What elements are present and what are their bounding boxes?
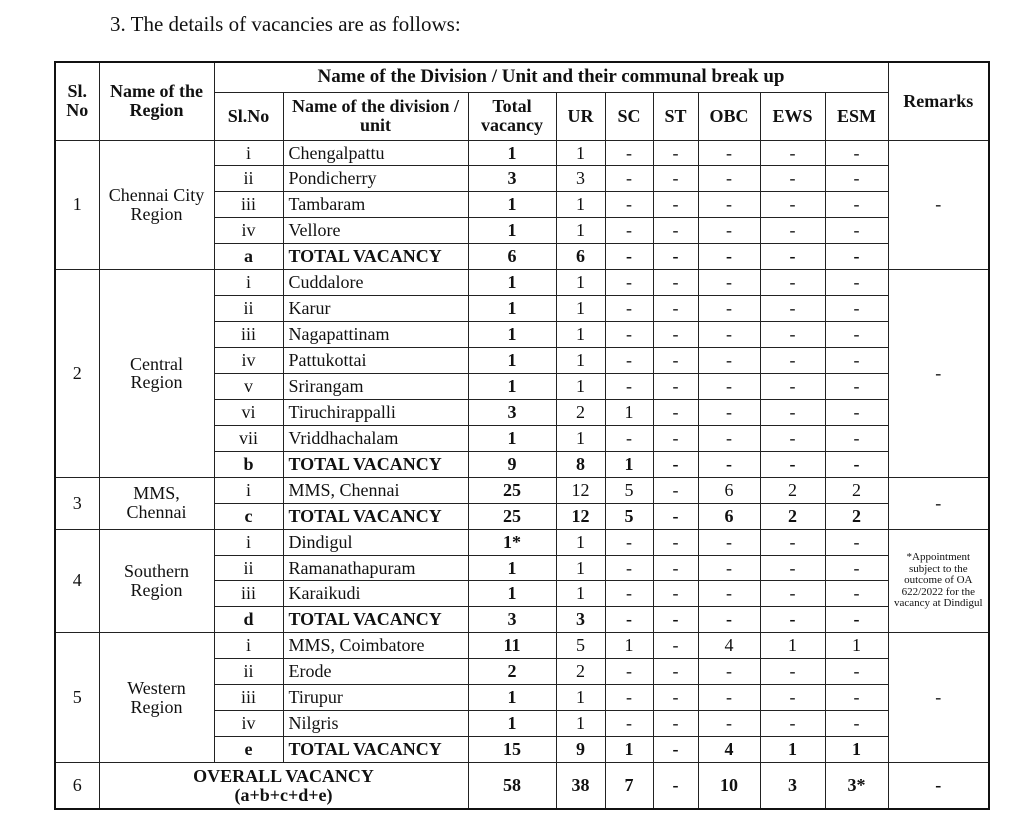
- sc-cell: 1: [605, 633, 653, 659]
- header-esm: ESM: [825, 92, 888, 140]
- total-vacancy-cell: 1: [468, 711, 556, 737]
- overall-st-cell: -: [653, 763, 698, 810]
- ews-cell: -: [760, 711, 825, 737]
- sc-cell: -: [605, 140, 653, 166]
- ur-cell: 1: [556, 425, 605, 451]
- obc-cell: -: [698, 529, 760, 555]
- overall-row: [55, 763, 989, 810]
- st-cell: -: [653, 477, 698, 503]
- division-name: Pattukottai: [283, 348, 468, 374]
- total-vacancy-cell: 1: [468, 270, 556, 296]
- sc-cell: -: [605, 685, 653, 711]
- division-name: Chengalpattu: [283, 140, 468, 166]
- total-vacancy-cell: 1: [468, 192, 556, 218]
- obc-cell: -: [698, 581, 760, 607]
- ur-cell: 3: [556, 166, 605, 192]
- overall-title: OVERALL VACANCY: [193, 765, 374, 786]
- sc-cell: 5: [605, 477, 653, 503]
- ur-cell: 12: [556, 503, 605, 529]
- esm-cell: -: [825, 555, 888, 581]
- obc-cell: -: [698, 322, 760, 348]
- st-cell: -: [653, 192, 698, 218]
- division-name: Tambaram: [283, 192, 468, 218]
- total-vacancy-cell: 1: [468, 581, 556, 607]
- division-name: Tiruchirappalli: [283, 399, 468, 425]
- obc-cell: -: [698, 244, 760, 270]
- sub-serial: b: [214, 451, 283, 477]
- st-cell: -: [653, 244, 698, 270]
- sc-cell: -: [605, 529, 653, 555]
- header-ews: EWS: [760, 92, 825, 140]
- division-name: Ramanathapuram: [283, 555, 468, 581]
- obc-cell: -: [698, 192, 760, 218]
- sub-serial: iv: [214, 218, 283, 244]
- sub-serial: e: [214, 737, 283, 763]
- esm-cell: -: [825, 296, 888, 322]
- total-vacancy-cell: 1: [468, 348, 556, 374]
- region-name: Central Region: [99, 270, 214, 478]
- table-body: [55, 140, 989, 809]
- obc-cell: -: [698, 296, 760, 322]
- total-vacancy-cell: 3: [468, 399, 556, 425]
- header-obc: OBC: [698, 92, 760, 140]
- ews-cell: -: [760, 166, 825, 192]
- ews-cell: -: [760, 270, 825, 296]
- ur-cell: 8: [556, 451, 605, 477]
- esm-cell: -: [825, 140, 888, 166]
- division-name: Vriddhachalam: [283, 425, 468, 451]
- overall-total-vacancy-cell: 58: [468, 763, 556, 810]
- ews-cell: -: [760, 244, 825, 270]
- sc-cell: -: [605, 607, 653, 633]
- ur-cell: 1: [556, 218, 605, 244]
- total-vacancy-cell: 11: [468, 633, 556, 659]
- st-cell: -: [653, 373, 698, 399]
- sc-cell: 1: [605, 737, 653, 763]
- st-cell: -: [653, 451, 698, 477]
- sub-serial: d: [214, 607, 283, 633]
- esm-cell: -: [825, 451, 888, 477]
- obc-cell: -: [698, 166, 760, 192]
- esm-cell: -: [825, 659, 888, 685]
- total-vacancy-cell: 1: [468, 296, 556, 322]
- st-cell: -: [653, 503, 698, 529]
- overall-label: [99, 763, 468, 810]
- total-vacancy-cell: 6: [468, 244, 556, 270]
- ews-cell: -: [760, 218, 825, 244]
- division-name: TOTAL VACANCY: [283, 451, 468, 477]
- ur-cell: 1: [556, 322, 605, 348]
- overall-ur-cell: 38: [556, 763, 605, 810]
- ews-cell: -: [760, 425, 825, 451]
- ews-cell: -: [760, 607, 825, 633]
- obc-cell: -: [698, 348, 760, 374]
- division-name: MMS, Coimbatore: [283, 633, 468, 659]
- ews-cell: -: [760, 399, 825, 425]
- esm-cell: 2: [825, 503, 888, 529]
- remarks-cell: -: [888, 477, 989, 529]
- header-sub-sl: Sl.No: [214, 92, 283, 140]
- sc-cell: -: [605, 711, 653, 737]
- remarks-cell: *Appointment subject to the outcome of OA 622/2022 for the vacancy at Dindigul: [888, 529, 989, 633]
- division-name: Srirangam: [283, 373, 468, 399]
- overall-esm-cell: 3*: [825, 763, 888, 810]
- total-vacancy-cell: 1: [468, 218, 556, 244]
- st-cell: -: [653, 737, 698, 763]
- st-cell: -: [653, 685, 698, 711]
- st-cell: -: [653, 218, 698, 244]
- header-division: Name of the division / unit: [283, 92, 468, 140]
- region-name: Chennai City Region: [99, 140, 214, 270]
- header-remarks: Remarks: [888, 62, 989, 140]
- st-cell: -: [653, 296, 698, 322]
- remarks-cell: -: [888, 270, 989, 478]
- ews-cell: 1: [760, 737, 825, 763]
- sub-serial: i: [214, 633, 283, 659]
- ur-cell: 1: [556, 529, 605, 555]
- region-name: Western Region: [99, 633, 214, 763]
- table-row: [55, 633, 989, 659]
- sc-cell: -: [605, 322, 653, 348]
- esm-cell: -: [825, 425, 888, 451]
- obc-cell: 6: [698, 477, 760, 503]
- st-cell: -: [653, 166, 698, 192]
- total-vacancy-cell: 3: [468, 166, 556, 192]
- ews-cell: -: [760, 659, 825, 685]
- sub-serial: v: [214, 373, 283, 399]
- header-ur: UR: [556, 92, 605, 140]
- division-name: Erode: [283, 659, 468, 685]
- total-vacancy-cell: 2: [468, 659, 556, 685]
- division-name: Dindigul: [283, 529, 468, 555]
- sc-cell: -: [605, 270, 653, 296]
- header-sc: SC: [605, 92, 653, 140]
- header-division-group: Name of the Division / Unit and their communal break up: [214, 62, 888, 92]
- st-cell: -: [653, 529, 698, 555]
- sc-cell: -: [605, 296, 653, 322]
- total-vacancy-cell: 15: [468, 737, 556, 763]
- esm-cell: -: [825, 581, 888, 607]
- header-sl-no: Sl. No: [55, 62, 99, 140]
- ur-cell: 2: [556, 399, 605, 425]
- esm-cell: -: [825, 607, 888, 633]
- overall-formula: (a+b+c+d+e): [234, 784, 333, 805]
- sub-serial: i: [214, 529, 283, 555]
- ur-cell: 1: [556, 555, 605, 581]
- ur-cell: 1: [556, 192, 605, 218]
- ews-cell: 1: [760, 633, 825, 659]
- total-vacancy-cell: 1: [468, 425, 556, 451]
- obc-cell: -: [698, 555, 760, 581]
- total-vacancy-cell: 1: [468, 373, 556, 399]
- obc-cell: -: [698, 711, 760, 737]
- sc-cell: 1: [605, 451, 653, 477]
- ews-cell: -: [760, 348, 825, 374]
- header-st: ST: [653, 92, 698, 140]
- esm-cell: 1: [825, 633, 888, 659]
- header-total: Total vacancy: [468, 92, 556, 140]
- sub-serial: iv: [214, 711, 283, 737]
- total-vacancy-cell: 25: [468, 477, 556, 503]
- sc-cell: -: [605, 659, 653, 685]
- ur-cell: 1: [556, 711, 605, 737]
- esm-cell: 2: [825, 477, 888, 503]
- ur-cell: 1: [556, 348, 605, 374]
- ews-cell: -: [760, 451, 825, 477]
- sub-serial: vi: [214, 399, 283, 425]
- esm-cell: -: [825, 322, 888, 348]
- esm-cell: -: [825, 166, 888, 192]
- total-vacancy-cell: 1: [468, 555, 556, 581]
- esm-cell: -: [825, 192, 888, 218]
- division-name: Karaikudi: [283, 581, 468, 607]
- sc-cell: -: [605, 244, 653, 270]
- sc-cell: 5: [605, 503, 653, 529]
- esm-cell: -: [825, 218, 888, 244]
- ur-cell: 1: [556, 296, 605, 322]
- overall-obc-cell: 10: [698, 763, 760, 810]
- division-name: TOTAL VACANCY: [283, 737, 468, 763]
- st-cell: -: [653, 659, 698, 685]
- table-row: [55, 140, 989, 166]
- sub-serial: iii: [214, 192, 283, 218]
- esm-cell: -: [825, 348, 888, 374]
- esm-cell: -: [825, 711, 888, 737]
- obc-cell: -: [698, 218, 760, 244]
- division-name: Vellore: [283, 218, 468, 244]
- obc-cell: 6: [698, 503, 760, 529]
- ews-cell: -: [760, 322, 825, 348]
- region-number: 4: [55, 529, 99, 633]
- division-name: MMS, Chennai: [283, 477, 468, 503]
- region-name: Southern Region: [99, 529, 214, 633]
- ews-cell: -: [760, 581, 825, 607]
- sub-serial: iii: [214, 685, 283, 711]
- sc-cell: -: [605, 192, 653, 218]
- st-cell: -: [653, 322, 698, 348]
- ur-cell: 2: [556, 659, 605, 685]
- esm-cell: -: [825, 685, 888, 711]
- st-cell: -: [653, 399, 698, 425]
- division-name: TOTAL VACANCY: [283, 607, 468, 633]
- obc-cell: -: [698, 270, 760, 296]
- st-cell: -: [653, 607, 698, 633]
- obc-cell: -: [698, 399, 760, 425]
- division-name: TOTAL VACANCY: [283, 244, 468, 270]
- sub-serial: ii: [214, 659, 283, 685]
- sub-serial: i: [214, 477, 283, 503]
- obc-cell: -: [698, 373, 760, 399]
- remarks-cell: -: [888, 633, 989, 763]
- ur-cell: 12: [556, 477, 605, 503]
- intro-text: 3. The details of vacancies are as follows:: [110, 12, 461, 36]
- total-vacancy-cell: 1: [468, 322, 556, 348]
- ur-cell: 1: [556, 270, 605, 296]
- sc-cell: -: [605, 166, 653, 192]
- sub-serial: a: [214, 244, 283, 270]
- division-name: Nagapattinam: [283, 322, 468, 348]
- region-number: 1: [55, 140, 99, 270]
- st-cell: -: [653, 555, 698, 581]
- ur-cell: 5: [556, 633, 605, 659]
- st-cell: -: [653, 348, 698, 374]
- overall-remarks: -: [888, 763, 989, 810]
- overall-number: 6: [55, 763, 99, 810]
- sc-cell: -: [605, 581, 653, 607]
- esm-cell: -: [825, 270, 888, 296]
- region-number: 3: [55, 477, 99, 529]
- sc-cell: -: [605, 425, 653, 451]
- sub-serial: c: [214, 503, 283, 529]
- ews-cell: -: [760, 192, 825, 218]
- st-cell: -: [653, 425, 698, 451]
- ews-cell: -: [760, 529, 825, 555]
- total-vacancy-cell: 3: [468, 607, 556, 633]
- division-name: Nilgris: [283, 711, 468, 737]
- ur-cell: 6: [556, 244, 605, 270]
- obc-cell: -: [698, 140, 760, 166]
- esm-cell: -: [825, 373, 888, 399]
- region-number: 2: [55, 270, 99, 478]
- ews-cell: -: [760, 140, 825, 166]
- header-region: Name of the Region: [99, 62, 214, 140]
- sc-cell: -: [605, 555, 653, 581]
- division-name: Karur: [283, 296, 468, 322]
- obc-cell: -: [698, 451, 760, 477]
- st-cell: -: [653, 270, 698, 296]
- esm-cell: -: [825, 244, 888, 270]
- vacancy-table: [54, 61, 990, 810]
- st-cell: -: [653, 581, 698, 607]
- table-row: [55, 529, 989, 555]
- sc-cell: 1: [605, 399, 653, 425]
- sub-serial: i: [214, 270, 283, 296]
- sub-serial: iii: [214, 581, 283, 607]
- table-row: [55, 270, 989, 296]
- ews-cell: 2: [760, 477, 825, 503]
- total-vacancy-cell: 9: [468, 451, 556, 477]
- ur-cell: 1: [556, 581, 605, 607]
- sc-cell: -: [605, 348, 653, 374]
- ur-cell: 9: [556, 737, 605, 763]
- ews-cell: -: [760, 555, 825, 581]
- st-cell: -: [653, 140, 698, 166]
- sub-serial: iii: [214, 322, 283, 348]
- ews-cell: -: [760, 685, 825, 711]
- ur-cell: 3: [556, 607, 605, 633]
- ur-cell: 1: [556, 373, 605, 399]
- table-row: [55, 477, 989, 503]
- sub-serial: iv: [214, 348, 283, 374]
- total-vacancy-cell: 1*: [468, 529, 556, 555]
- ews-cell: -: [760, 373, 825, 399]
- esm-cell: -: [825, 529, 888, 555]
- region-number: 5: [55, 633, 99, 763]
- total-vacancy-cell: 25: [468, 503, 556, 529]
- st-cell: -: [653, 633, 698, 659]
- total-vacancy-cell: 1: [468, 140, 556, 166]
- division-name: TOTAL VACANCY: [283, 503, 468, 529]
- sub-serial: vii: [214, 425, 283, 451]
- overall-sc-cell: 7: [605, 763, 653, 810]
- ur-cell: 1: [556, 140, 605, 166]
- division-name: Pondicherry: [283, 166, 468, 192]
- remarks-cell: -: [888, 140, 989, 270]
- sub-serial: i: [214, 140, 283, 166]
- obc-cell: -: [698, 685, 760, 711]
- division-name: Cuddalore: [283, 270, 468, 296]
- obc-cell: -: [698, 659, 760, 685]
- total-vacancy-cell: 1: [468, 685, 556, 711]
- esm-cell: 1: [825, 737, 888, 763]
- st-cell: -: [653, 711, 698, 737]
- ews-cell: -: [760, 296, 825, 322]
- sc-cell: -: [605, 218, 653, 244]
- division-name: Tirupur: [283, 685, 468, 711]
- obc-cell: -: [698, 425, 760, 451]
- obc-cell: 4: [698, 633, 760, 659]
- sub-serial: ii: [214, 166, 283, 192]
- ur-cell: 1: [556, 685, 605, 711]
- region-name: MMS, Chennai: [99, 477, 214, 529]
- ews-cell: 2: [760, 503, 825, 529]
- obc-cell: 4: [698, 737, 760, 763]
- sc-cell: -: [605, 373, 653, 399]
- obc-cell: -: [698, 607, 760, 633]
- esm-cell: -: [825, 399, 888, 425]
- overall-ews-cell: 3: [760, 763, 825, 810]
- sub-serial: ii: [214, 555, 283, 581]
- sub-serial: ii: [214, 296, 283, 322]
